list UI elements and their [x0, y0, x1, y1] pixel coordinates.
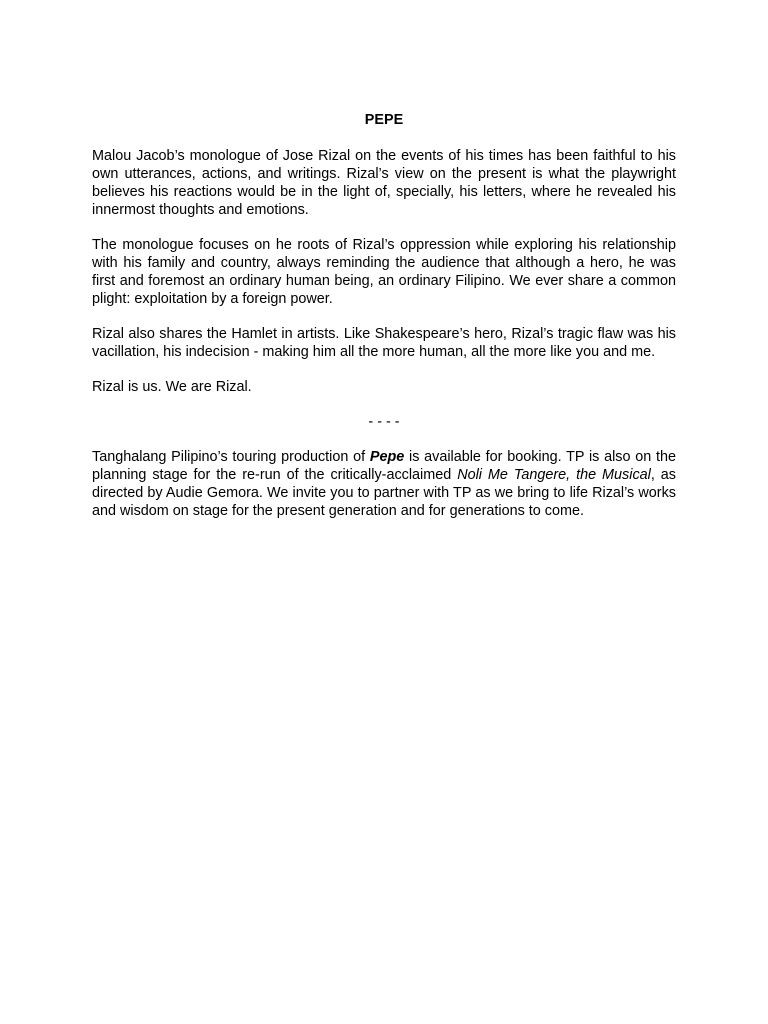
section-separator: - - - - [368, 414, 400, 430]
pepe-title-emphasis: Pepe [369, 449, 405, 465]
booking-text-2: is available for booking. TP is also on the planning stage for the re-run of the critically-acclaimed [92, 449, 676, 483]
paragraph-rizal-is-us: Rizal is us. We are Rizal. [92, 379, 252, 395]
document-page [92, 111, 676, 537]
paragraph-booking [92, 448, 676, 520]
booking-text-1: Tanghalang Pilipino’s touring production of [92, 449, 370, 465]
document-title: PEPE [364, 112, 404, 128]
paragraph-focus: The monologue focuses on he roots of Rizal’s oppression while exploring his relationship with his family and country, always reminding the audience that although a hero, he was first and foremost an ordinary human being, an ordinary Filipino. We ever share a common plight: exploitation by a foreign power. [92, 237, 676, 307]
booking-text-3: , as directed by Audie Gemora. We invite you to partner with TP as we bring to life Rizal’s works and wisdom on stage for the present generation and for generations to come. [92, 467, 676, 519]
noli-title-emphasis: Noli Me Tangere, the Musical [457, 467, 651, 483]
paragraph-hamlet: Rizal also shares the Hamlet in artists. Like Shakespeare’s hero, Rizal’s tragic flaw was his vacillation, his indecision - making him all the more human, all the more like you and me. [92, 326, 676, 360]
paragraph-monologue: Malou Jacob’s monologue of Jose Rizal on the events of his times has been faithful to his own utterances, actions, and writings. Rizal’s view on the present is what the playwright believes his reactions would be in the light of, specially, his letters, where he revealed his innermost thoughts and emotions. [92, 148, 676, 218]
